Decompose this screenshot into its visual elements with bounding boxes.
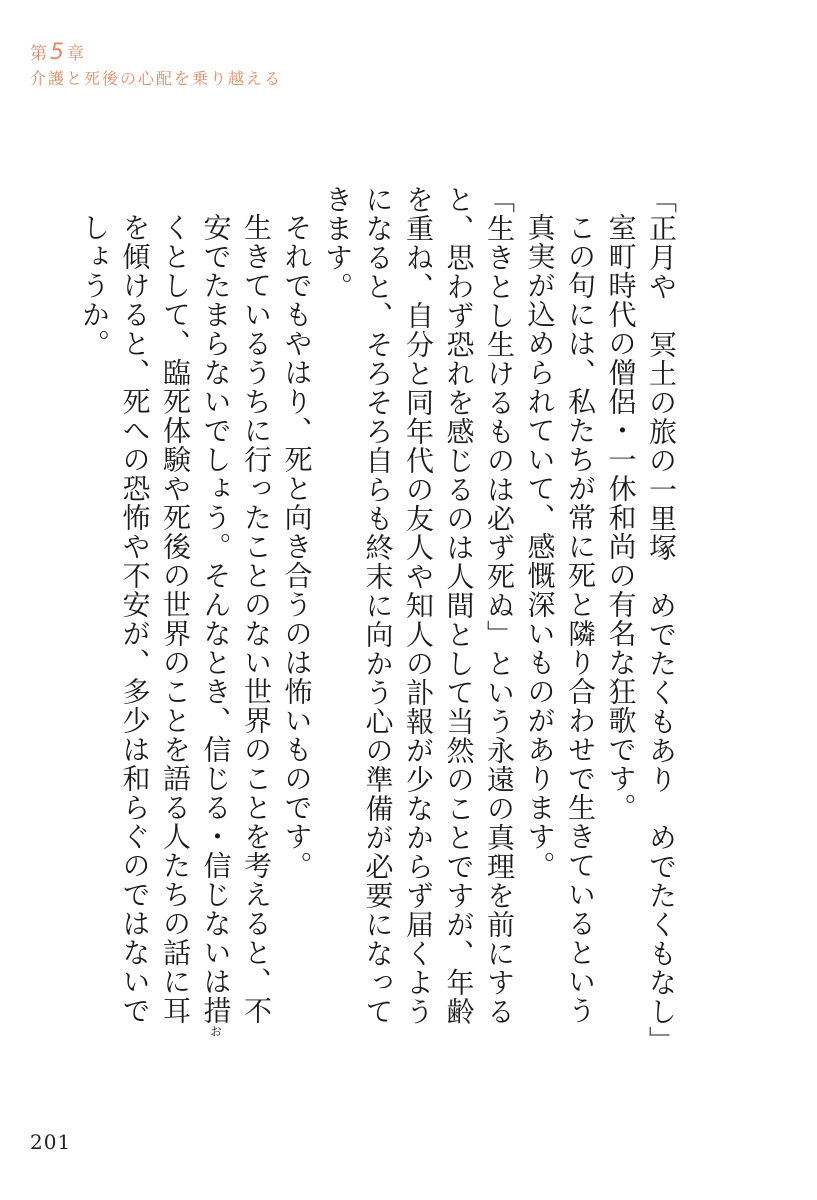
ruby-word bbox=[200, 996, 233, 1038]
paragraph-5-part-a: 生きているうちに行ったことのない世界のことを考えると、不安でたまらないでしょう。そんなとき、信じる・信じないは bbox=[199, 213, 273, 1025]
paragraph-1: 室町時代の僧侶・一休和尚の有名な狂歌です。 bbox=[604, 213, 638, 822]
chapter-prefix: 第 bbox=[30, 44, 48, 64]
running-head bbox=[30, 38, 282, 89]
paragraph-4: それでもやはり、死と向き合うのは怖いものです。 bbox=[280, 213, 314, 880]
chapter-number: 5 bbox=[50, 40, 65, 65]
ruby-reading: お bbox=[208, 1025, 223, 1038]
paragraph-5 bbox=[74, 185, 277, 1045]
chapter-suffix: 章 bbox=[67, 44, 85, 64]
page-number: 201 bbox=[30, 1130, 72, 1154]
chapter-label bbox=[30, 38, 282, 68]
paragraph-3: 「生きとし生けるものは必ず死ぬ」という永遠の真理を前にすると、思わず恐れを感じるのは人間として当然のことですが、年齢を重ね、自分と同年代の友人や知人の訃報が少なからず届くようになると、そろそろ自らも終末に向かう心の準備が必要になってきます。 bbox=[321, 185, 516, 1026]
body-text bbox=[78, 185, 690, 1055]
ruby-base: 措 bbox=[199, 996, 233, 1025]
paragraph-poem: 「正月や 冥土の旅の一里塚 めでたくもあり めでたくもなし」 bbox=[645, 185, 678, 1055]
chapter-subtitle: 介護と死後の心配を乗り越える bbox=[30, 68, 283, 88]
paragraph-2: この句には、私たちが常に死と隣り合わせで生きているという真実が込められていて、感慨深いものがあります。 bbox=[523, 213, 597, 1025]
paragraph-5-part-b: くとして、臨死体験や死後の世界のことを語る人たちの話に耳を傾けると、死への恐怖や不安が、多少は和らぐのではないでしょうか。 bbox=[78, 213, 192, 1025]
